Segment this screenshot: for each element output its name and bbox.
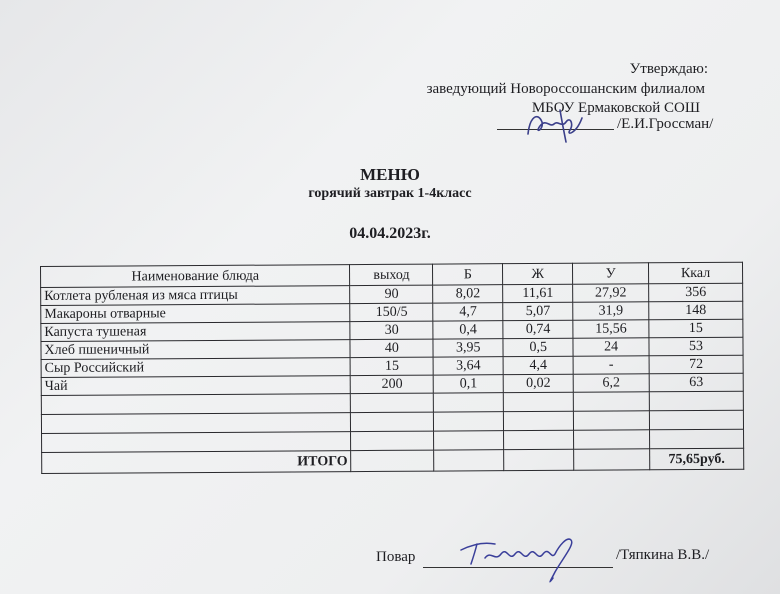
menu-title-text: МЕНЮ	[360, 165, 420, 184]
cook-signature	[455, 528, 585, 588]
cook-name: /Тяпкина В.В./	[616, 547, 710, 563]
column-header-protein: Б	[433, 264, 503, 285]
menu-subtitle: горячий завтрак 1-4класс	[308, 186, 472, 201]
dish-protein: 0,4	[433, 321, 503, 339]
dish-protein: 3,64	[433, 357, 503, 375]
dish-protein: 8,02	[433, 285, 503, 303]
dish-carbs: 24	[573, 338, 649, 356]
dish-protein: 4,7	[433, 303, 503, 321]
dish-fat: 4,4	[503, 356, 573, 374]
dish-yield: 200	[351, 375, 434, 394]
dish-fat: 0,5	[503, 338, 573, 356]
approver-position: заведующий Новороссошанским филиалом	[426, 81, 705, 97]
dish-fat: 0,02	[503, 374, 573, 392]
dish-name: Макароны отварные	[41, 304, 351, 324]
dish-yield: 30	[350, 321, 433, 340]
dish-kcal: 63	[649, 373, 743, 392]
menu-title	[0, 165, 780, 185]
dish-yield: 90	[350, 285, 433, 304]
dish-fat: 0,74	[503, 320, 573, 338]
total-row	[42, 448, 744, 473]
column-header-fat: Ж	[503, 263, 573, 284]
dish-kcal: 72	[649, 355, 743, 374]
dish-kcal: 356	[649, 283, 743, 302]
dish-name: Котлета рубленая из мяса птицы	[41, 286, 351, 306]
menu-table	[40, 262, 744, 474]
approver-organization: МБОУ Ермаковской СОШ	[531, 100, 700, 116]
dish-name: Чай	[41, 376, 351, 396]
approver-name: /Е.И.Гроссман/	[617, 116, 714, 132]
dish-carbs: 15,56	[573, 320, 649, 338]
column-header-yield: выход	[350, 264, 433, 286]
dish-name: Сыр Российский	[41, 358, 351, 378]
menu-date: 04.04.2023г.	[349, 225, 431, 242]
dish-protein: 0,1	[434, 375, 504, 393]
dish-carbs: 6,2	[573, 374, 649, 392]
dish-fat: 5,07	[503, 302, 573, 320]
total-value: 75,65руб.	[650, 448, 744, 470]
column-header-dish: Наименование блюда	[41, 265, 351, 288]
dish-yield: 15	[351, 357, 434, 376]
dish-carbs: -	[573, 356, 649, 374]
column-header-carbs: У	[573, 263, 649, 284]
approval-label: Утверждаю:	[629, 61, 708, 77]
column-header-kcal: Ккал	[649, 262, 743, 284]
dish-fat: 11,61	[503, 284, 573, 302]
dish-kcal: 15	[649, 319, 743, 338]
dish-protein: 3,95	[433, 339, 503, 357]
cook-label: Повар	[376, 549, 416, 565]
dish-carbs: 27,92	[573, 284, 649, 302]
dish-kcal: 53	[649, 337, 743, 356]
dish-kcal: 148	[649, 301, 743, 320]
dish-carbs: 31,9	[573, 302, 649, 320]
dish-name: Капуста тушеная	[41, 322, 351, 342]
dish-yield: 150/5	[350, 303, 433, 322]
approver-signature	[520, 104, 590, 144]
dish-name: Хлеб пшеничный	[41, 340, 351, 360]
dish-yield: 40	[350, 339, 433, 358]
total-label: ИТОГО	[42, 451, 352, 474]
